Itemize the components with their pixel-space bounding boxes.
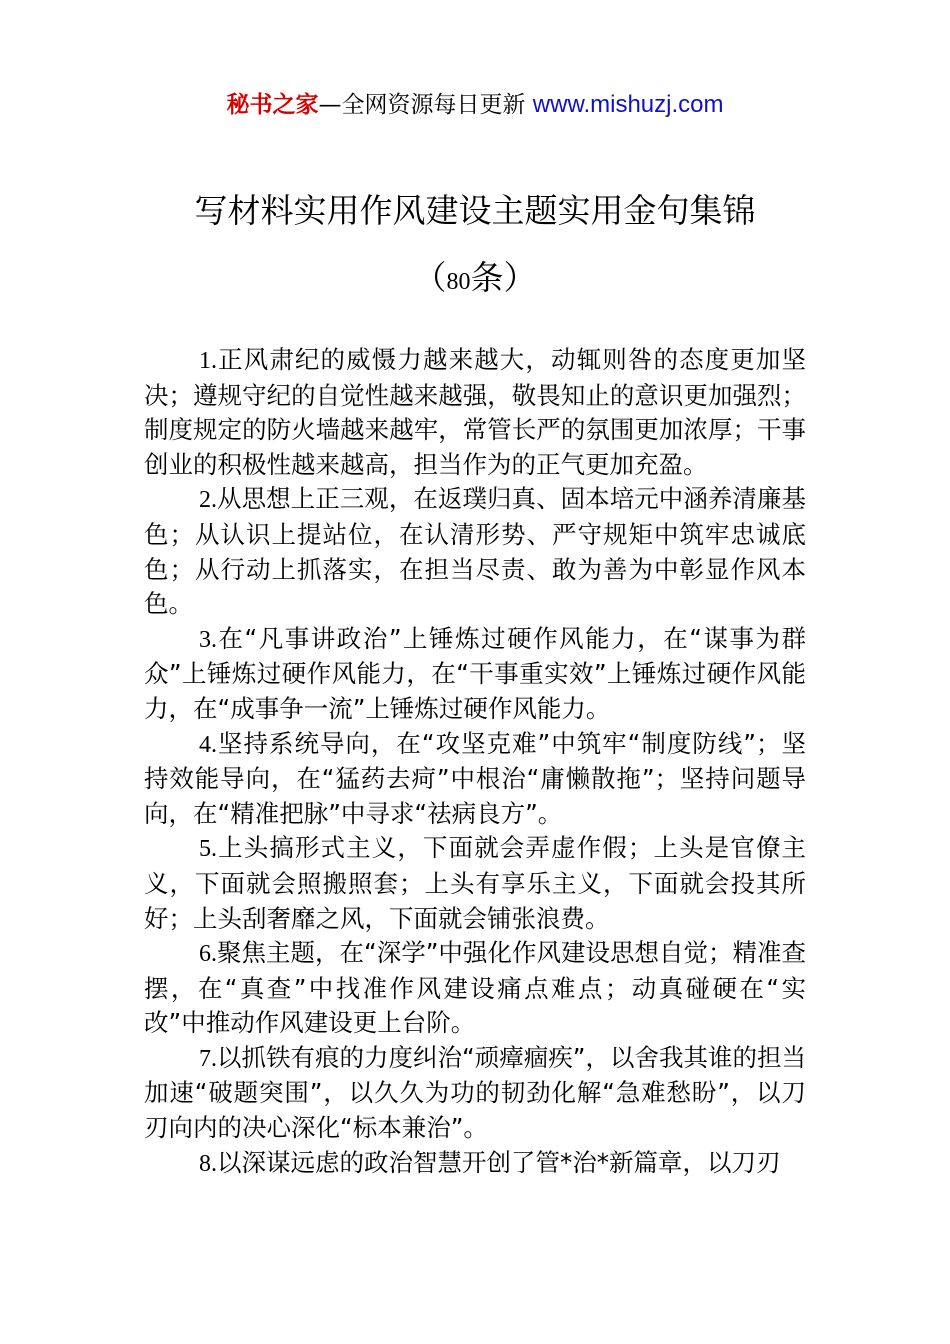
paragraph-text: 以抓铁有痕的力度纠治“顽瘴痼疾”，以舍我其谁的担当加速“破题突围”，以久久为功的韧劲化解“急难愁盼”，以刀刃向内的决心深化“标本兼治”。 [144, 1042, 806, 1143]
paragraph-number: 2. [199, 487, 217, 514]
site-tagline: —全网资源每日更新 [318, 92, 533, 118]
site-header [0, 88, 950, 122]
paragraph-7 [144, 1041, 806, 1146]
paragraph-6 [144, 936, 806, 1041]
paragraph-text: 坚持系统导向，在“攻坚克难”中筑牢“制度防线”；坚持效能导向，在“猛药去疴”中根治“庸懒散拖”；坚持问题导向，在“精准把脉”中寻求“祛病良方”。 [144, 728, 806, 828]
document-title: 写材料实用作风建设主题实用金句集锦 [194, 191, 756, 230]
paragraph-text: 上头搞形式主义，下面就会弄虚作假；上头是官僚主义，下面就会照搬照套；上头有享乐主义，下面就会投其所好；上头刮奢靡之风，下面就会铺张浪费。 [144, 833, 806, 933]
site-url[interactable]: www.mishuzj.com [532, 91, 724, 118]
paragraph-5 [144, 831, 806, 936]
paragraph-text: 从思想上正三观，在返璞归真、固本培元中涵养清廉基色；从认识上提站位，在认清形势、严守规矩中筑牢忠诚底色；从行动上抓落实，在担当尽责、敢为善为中彰显作风本色。 [144, 484, 806, 619]
paragraph-number: 5. [199, 836, 217, 863]
document-subtitle [0, 255, 950, 305]
paragraph-number: 4. [199, 731, 217, 758]
subtitle-count: 80 [446, 269, 471, 295]
paragraph-1 [144, 343, 806, 482]
subtitle-open: （ [413, 258, 447, 297]
paragraph-text: 聚焦主题，在“深学”中强化作风建设思想自觉；精准查摆，在“真查”中找准作风建设痛点难点；动真碰硬在“实改”中推动作风建设更上台阶。 [144, 938, 806, 1038]
paragraph-text: 正风肃纪的威慑力越来越大，动辄则咎的态度更加坚决；遵规守纪的自觉性越来越强，敬畏知止的意识更加强烈；制度规定的防火墙越来越牢，常管长严的氛围更加浓厚；干事创业的积极性越来越高，担当作为的正气更加充盈。 [144, 345, 806, 479]
paragraph-number: 1. [199, 348, 217, 374]
document-body [144, 343, 806, 1181]
paragraph-number: 3. [199, 626, 217, 653]
paragraph-text: 以深谋远虑的政治智慧开创了管*治*新篇章，以刀刃 [217, 1147, 781, 1177]
paragraph-4 [144, 727, 806, 832]
paragraph-2 [144, 482, 806, 621]
paragraph-text: 在“凡事讲政治”上锤炼过硬作风能力，在“谋事为群众”上锤炼过硬作风能力，在“干事重实效”上锤炼过硬作风能力，在“成事争一流”上锤炼过硬作风能力。 [144, 623, 806, 723]
paragraph-3 [144, 622, 806, 727]
site-brand: 秘书之家 [226, 92, 319, 118]
paragraph-number: 8. [199, 1150, 217, 1177]
paragraph-number: 7. [199, 1045, 217, 1072]
paragraph-8 [144, 1146, 806, 1182]
subtitle-close: 条） [470, 258, 537, 297]
paragraph-number: 6. [199, 941, 217, 968]
